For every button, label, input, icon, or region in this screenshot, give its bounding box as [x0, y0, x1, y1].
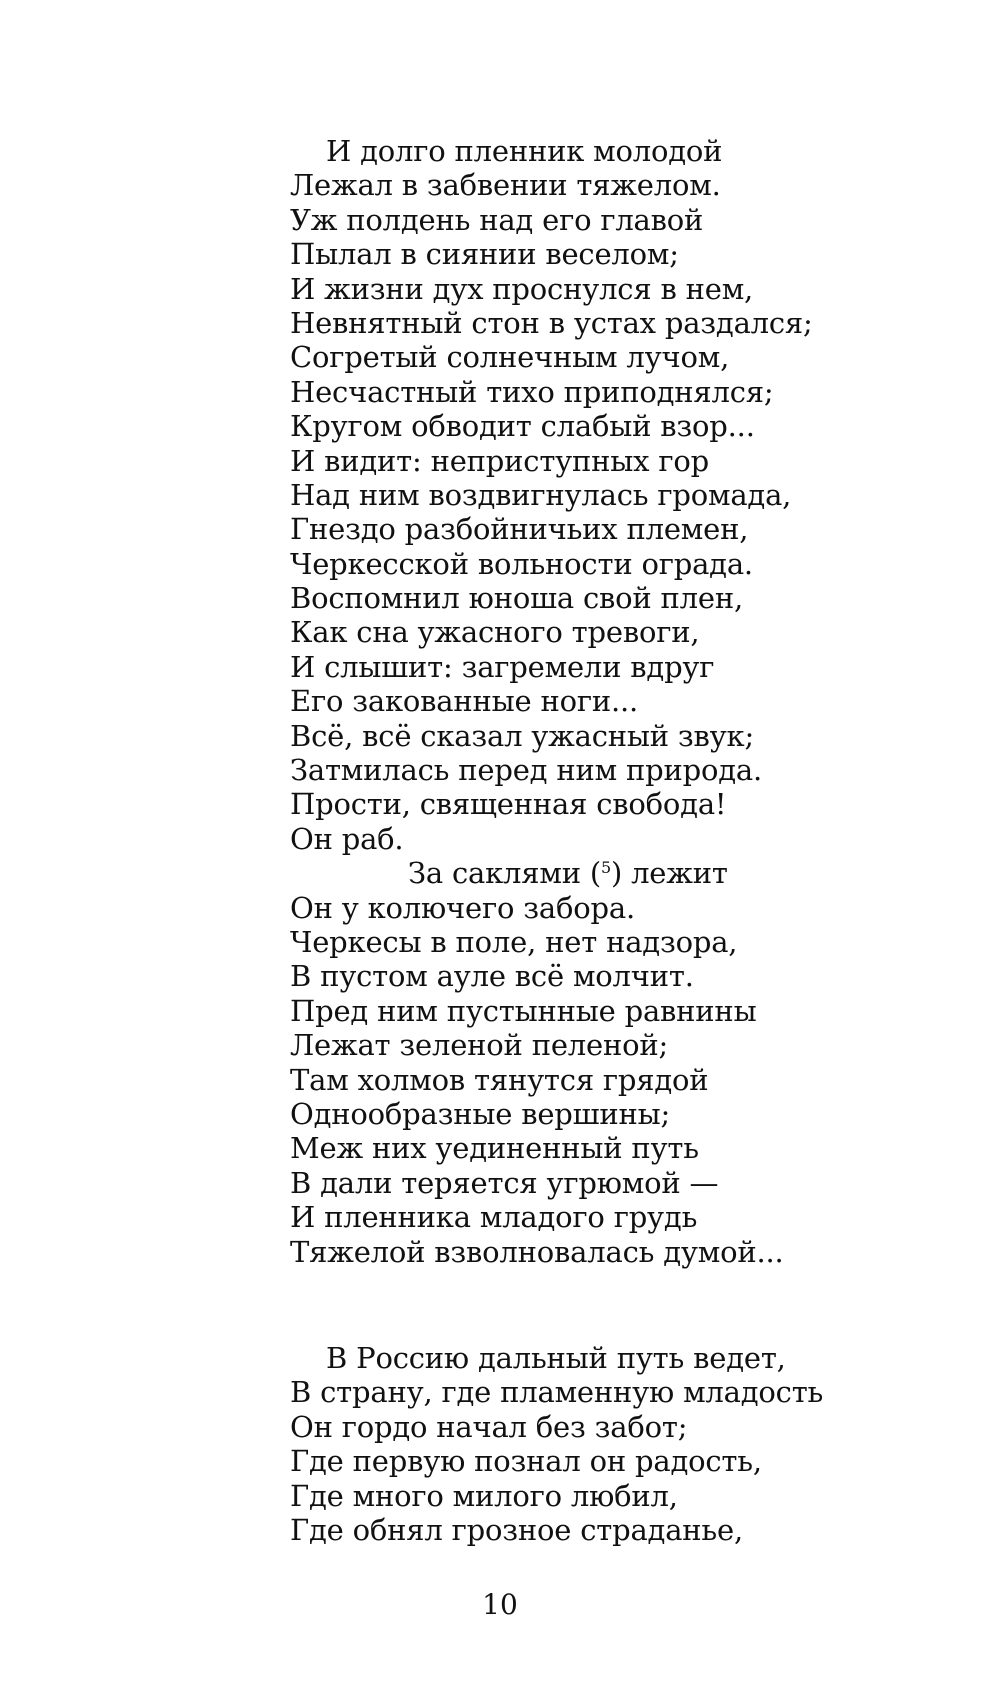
- poem-stanza-2: [290, 1341, 823, 1547]
- verse-line: Лежат зеленой пеленой;: [290, 1028, 669, 1063]
- verse-line: Несчастный тихо приподнялся;: [290, 374, 774, 409]
- verse-line: Невнятный стон в устах раздался;: [290, 305, 813, 340]
- verse-line: И пленника младого грудь: [290, 1200, 698, 1235]
- verse-line: Меж них уединенный путь: [290, 1131, 699, 1166]
- verse-line: Его закованные ноги...: [290, 684, 639, 719]
- verse-line: В дали теряется угрюмой —: [290, 1165, 719, 1200]
- verse-line: Где первую познал он радость,: [290, 1444, 762, 1479]
- verse-line: Где обнял грозное страданье,: [290, 1512, 744, 1547]
- verse-line: В страну, где пламенную младость: [290, 1375, 824, 1410]
- verse-line: Там холмов тянутся грядой: [290, 1062, 709, 1097]
- verse-line: И слышит: загремели вдруг: [290, 649, 715, 684]
- verse-line: Тяжелой взволновалась думой...: [290, 1234, 784, 1269]
- split-line-after: ) лежит: [610, 856, 728, 891]
- footnote-marker: 5: [600, 858, 611, 878]
- verse-line: В Россию дальный путь ведет,: [326, 1341, 786, 1375]
- verse-line: В пустом ауле всё молчит.: [290, 959, 694, 994]
- verse-line: Он раб.: [290, 821, 404, 856]
- verse-line: Затмилась перед ним природа.: [290, 753, 762, 788]
- verse-line: Лежал в забвении тяжелом.: [290, 168, 721, 203]
- verse-line: Гнездо разбойничьих племен,: [290, 512, 749, 547]
- split-line-before: За саклями (: [408, 856, 601, 891]
- poem-stanza-1: [290, 134, 813, 1269]
- verse-line: Пред ним пустынные равнины: [290, 993, 757, 1028]
- verse-line: Над ним воздвигнулась громада,: [290, 477, 792, 512]
- verse-line: Он гордо начал без забот;: [290, 1409, 688, 1444]
- verse-line: Как сна ужасного тревоги,: [290, 615, 700, 650]
- verse-line-split: [290, 856, 813, 890]
- verse-line: Прости, священная свобода!: [290, 787, 727, 822]
- verse-line: Где много милого любил,: [290, 1478, 678, 1513]
- verse-line: И жизни дух проснулся в нем,: [290, 271, 754, 306]
- verse-line: Черкесы в поле, нет надзора,: [290, 924, 738, 959]
- verse-line: И видит: неприступных гор: [290, 443, 709, 478]
- verse-line: Черкесской вольности ограда.: [290, 546, 753, 581]
- verse-line: Уж полдень над его главой: [290, 202, 704, 237]
- verse-line: Однообразные вершины;: [290, 1096, 671, 1131]
- verse-line: Он у колючего забора.: [290, 890, 635, 925]
- verse-line: Воспомнил юноша свой плен,: [290, 581, 743, 616]
- verse-line: Пылал в сиянии веселом;: [290, 237, 679, 272]
- verse-line: И долго пленник молодой: [326, 134, 723, 168]
- verse-line: Кругом обводит слабый взор...: [290, 409, 755, 444]
- verse-line: Согретый солнечным лучом,: [290, 340, 730, 375]
- verse-line: Всё, всё сказал ужасный звук;: [290, 718, 755, 753]
- page-number: 10: [482, 1588, 518, 1621]
